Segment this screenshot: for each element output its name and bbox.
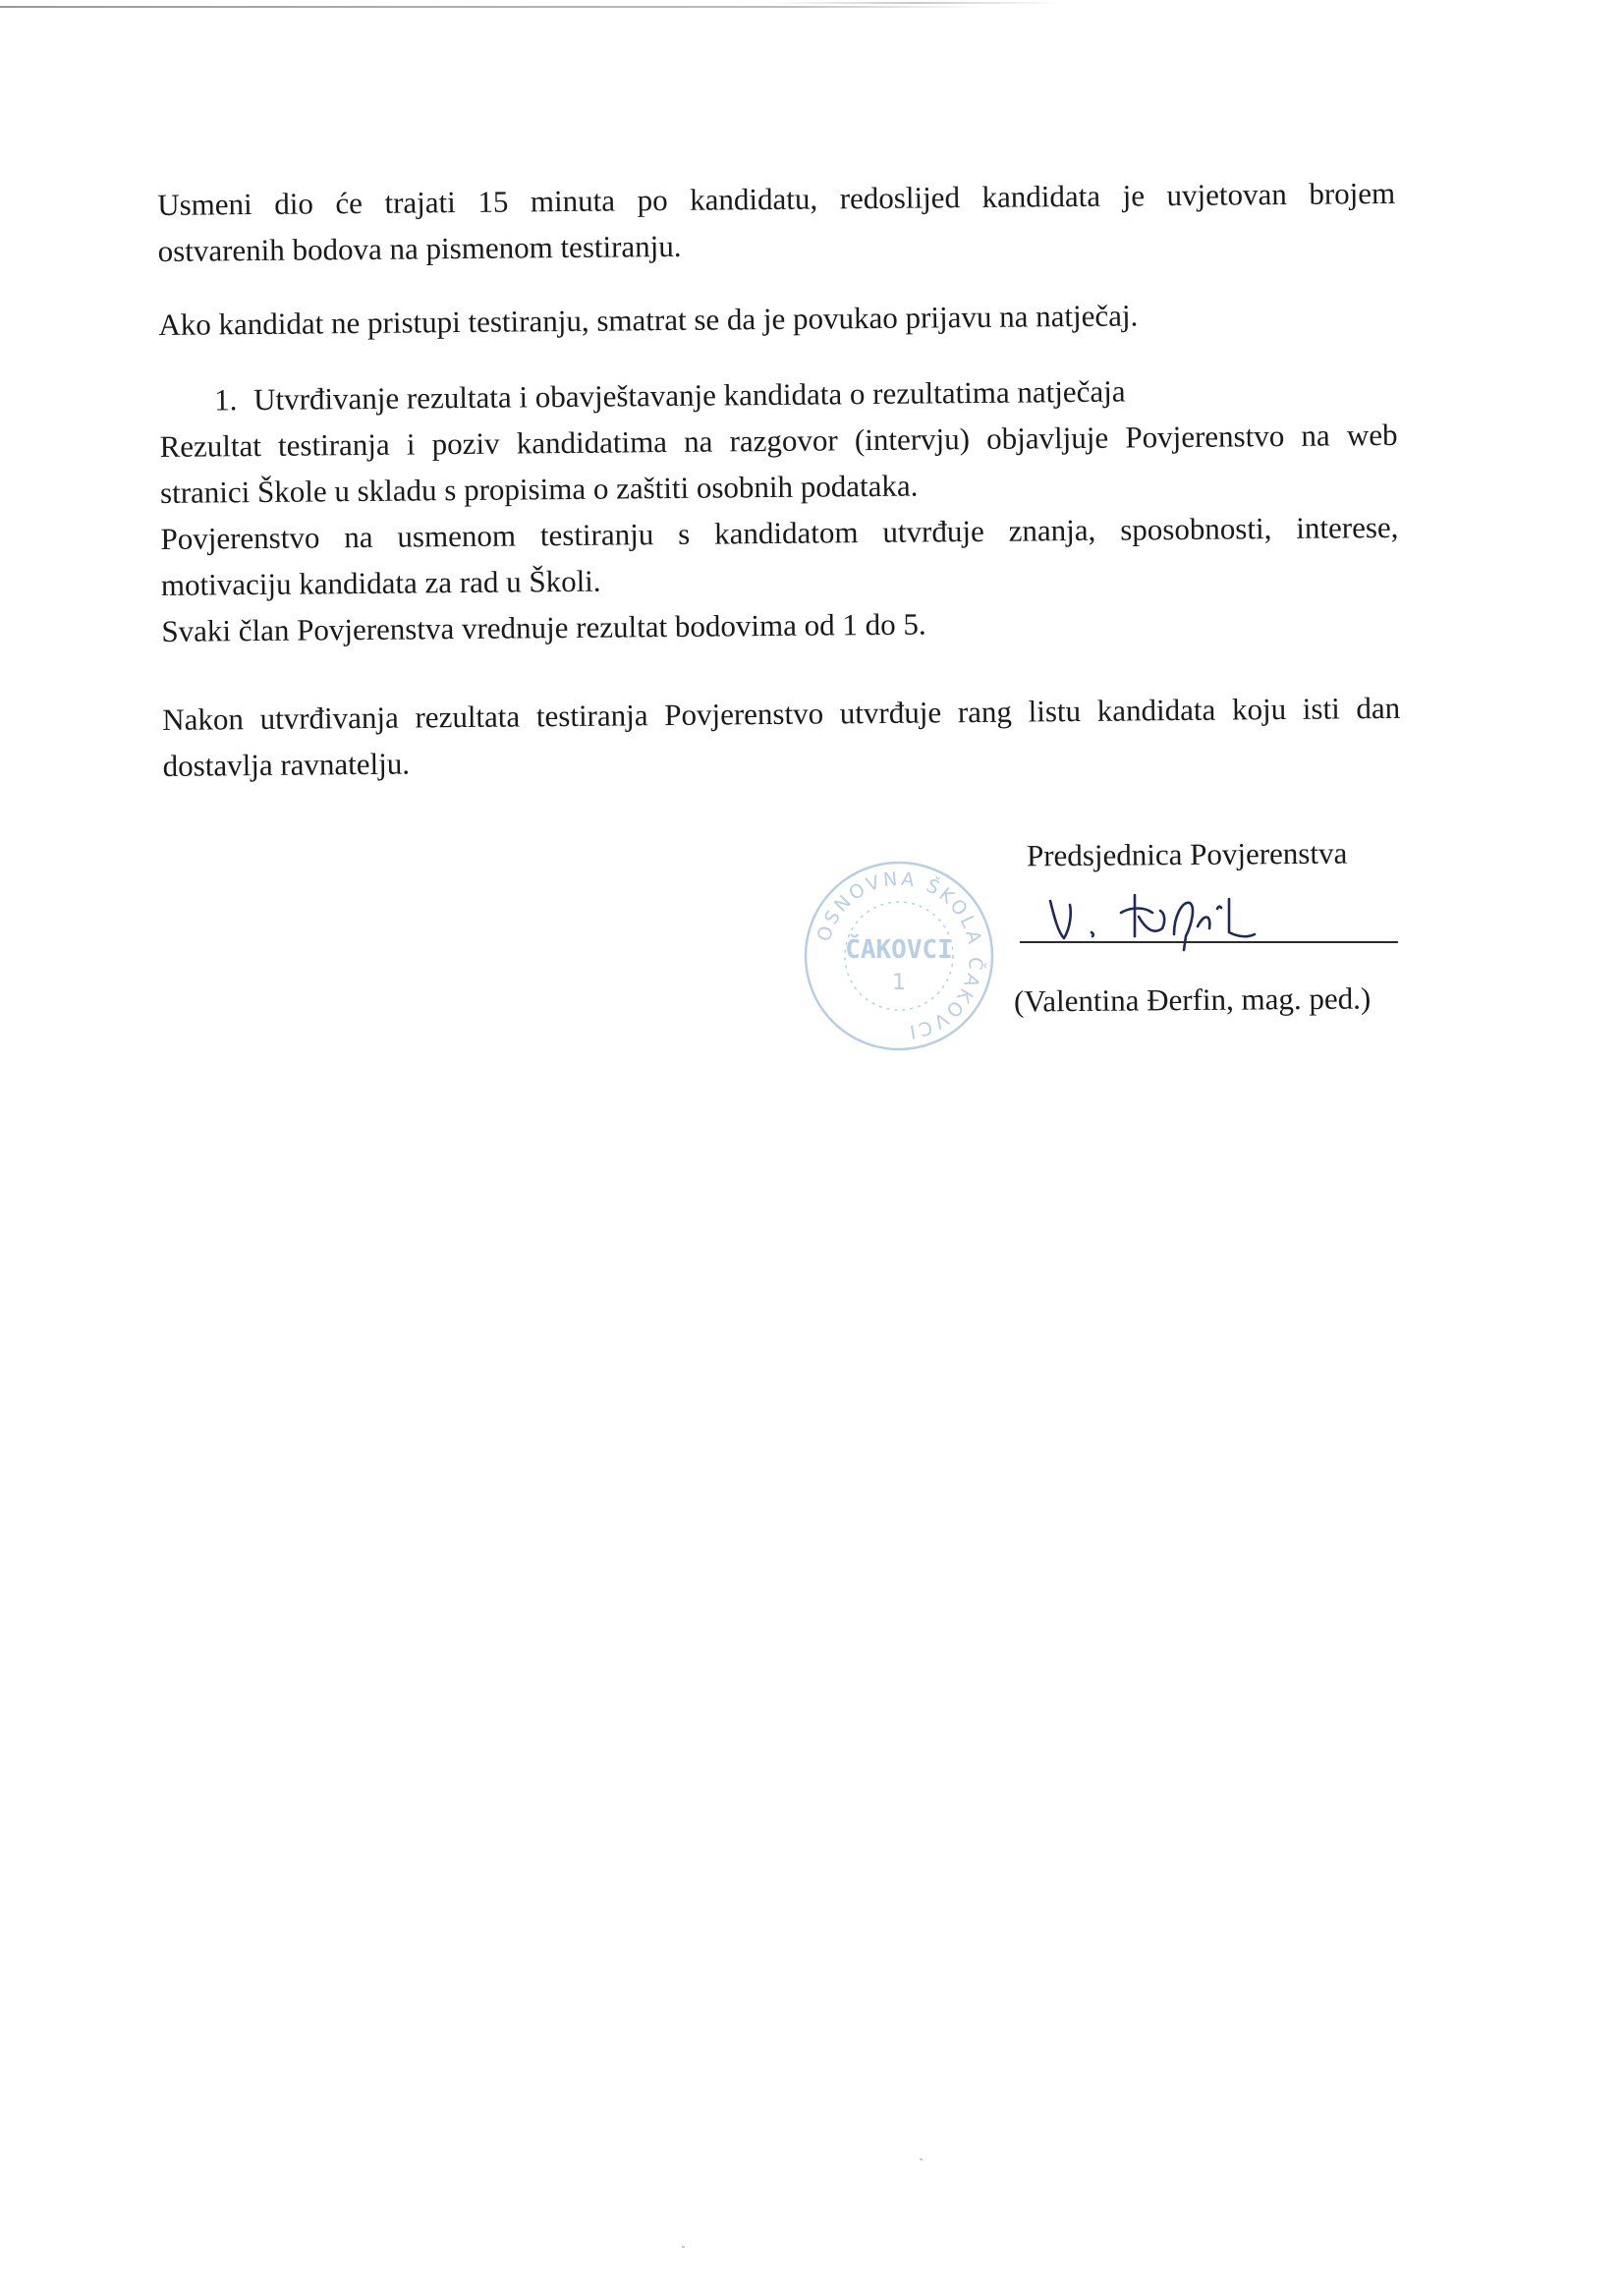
scan-edge-line (0, 6, 982, 8)
stamp-center-text: ČAKOVCI (845, 935, 953, 965)
stamp-number: 1 (892, 971, 906, 995)
signature-line (1020, 941, 1398, 943)
stamp-ring-text: OSNOVNA ŠKOLA ČAKOVCI (812, 868, 987, 1043)
paragraph-oral-duration-line-1: Usmeni dio će trajati 15 minuta po kandidatu, redoslijed kandidata je uvjetovan brojem (157, 175, 1396, 222)
paragraph-results-line-2: stranici Škole u skladu s propisima o zaštiti osobnih podataka. (159, 468, 919, 510)
paragraph-scoring: Svaki član Povjerenstva vrednuje rezultat bodovima od 1 do 5. (161, 606, 926, 648)
handwritten-signature (1036, 877, 1292, 956)
document-body (157, 170, 1401, 789)
paragraph-oral-testing-line-2: motivaciju kandidata za rad u Školi. (160, 563, 601, 602)
paragraph-no-show: Ako kandidat ne pristupi testiranju, smatrat se da je povukao prijavu na natječaj. (158, 298, 1139, 342)
scan-edge-line-faint (766, 2, 1061, 4)
list-number: 1. (213, 382, 238, 418)
scan-speck (920, 2158, 923, 2160)
signature-title: Predsjednica Povjerenstva (1026, 835, 1348, 873)
paragraph-oral-testing-line-1: Povjerenstvo na usmenom testiranju s kandidatom utvrđuje znanja, sposobnosti, interese, (160, 509, 1399, 556)
paragraph-results-line-1: Rezultat testiranja i poziv kandidatima na razgovor (intervju) objavljuje Povjerenstvo na web (159, 417, 1398, 464)
scan-speck (682, 2246, 685, 2248)
paragraph-oral-duration-line-2: ostvarenih bodova na pismenom testiranju. (157, 228, 682, 268)
heading-text: Utvrđivanje rezultata i obavještavanje kandidata o rezultatima natječaja (252, 373, 1126, 418)
school-stamp (801, 858, 997, 1054)
signatory-name: (Valentina Đerfin, mag. ped.) (1013, 980, 1372, 1019)
paragraph-ranking-line-1: Nakon utvrđivanja rezultata testiranja Povjerenstvo utvrđuje rang listu kandidata koju isti dan (162, 690, 1401, 737)
paragraph-ranking-line-2: dostavlja ravnatelju. (162, 746, 411, 783)
